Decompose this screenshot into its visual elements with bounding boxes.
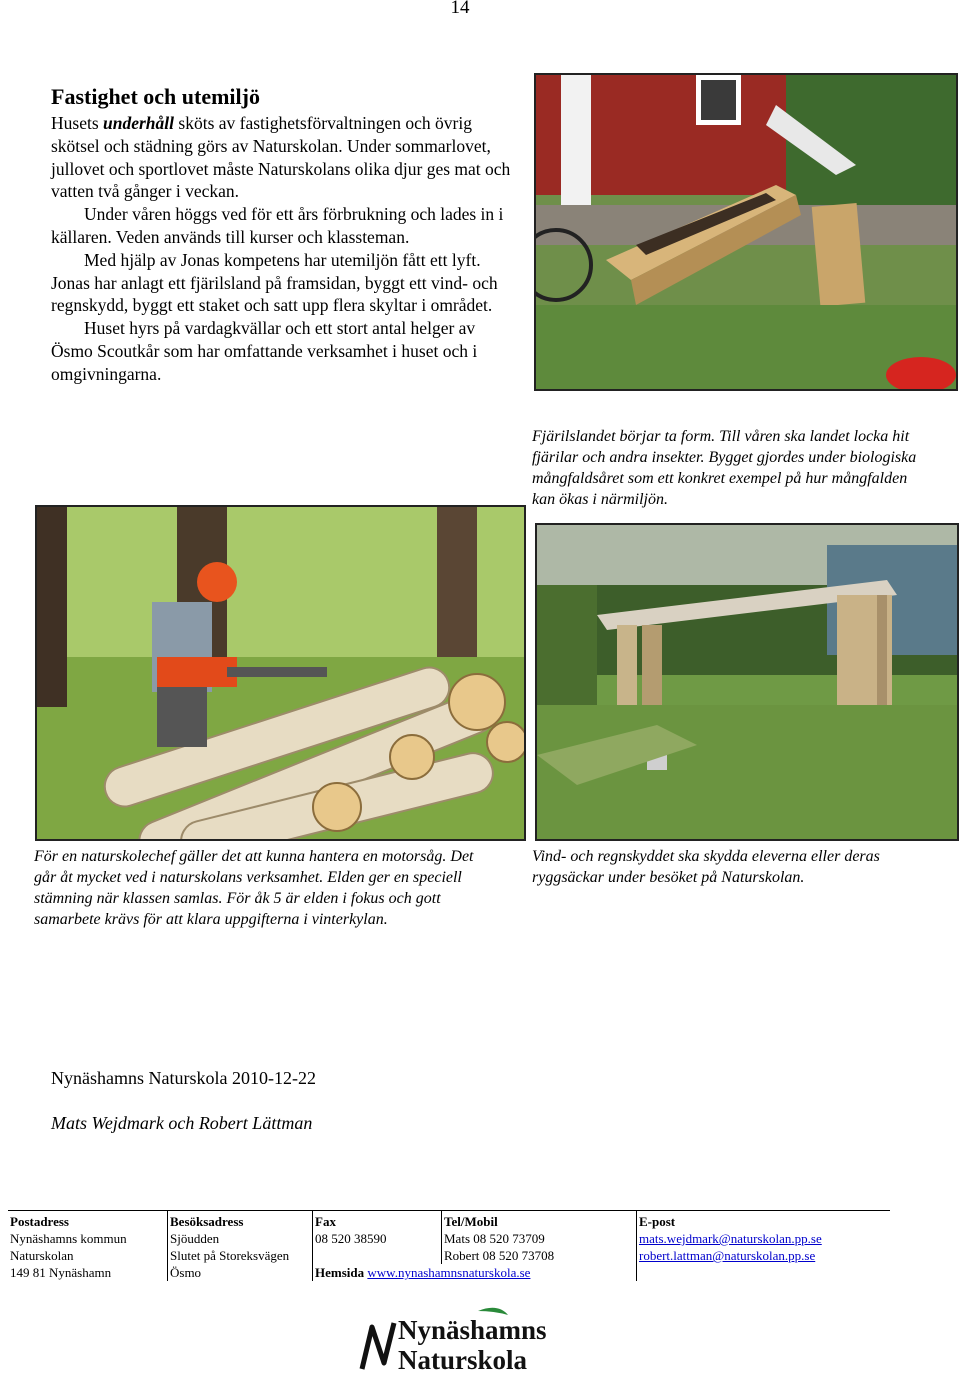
chainsaw-photo [35, 505, 526, 841]
caption-chainsaw: För en naturskolechef gäller det att kunna hantera en motorsåg. Det går åt mycket ved i naturskolans verksamhet. Elden ger en speciell stämning när klassen samlas. För åk 5 är elden i fokus och gott samarbete krävs för att klara uppgifterna i vinterkylan. [34, 848, 474, 928]
paragraph-rental: Huset hyrs på vardagkvällar och ett stort antal helger av Ösmo Scoutkår som har omfattande verksamhet i huset och i omgivningarna. [51, 318, 478, 384]
header-besoksadress: Besöksadress [168, 1211, 313, 1231]
main-text [51, 84, 521, 386]
caption-shelter: Vind- och regnskyddet ska skydda eleverna eller deras ryggsäckar under besöket på Naturskolan. [532, 848, 880, 886]
hemsida-link[interactable]: www.nynashamnsnaturskola.se [367, 1265, 531, 1280]
shelter-photo [535, 523, 959, 841]
hemsida-cell: Hemsida www.nynashamnsnaturskola.se [313, 1264, 637, 1281]
header-tel: Tel/Mobil [442, 1211, 637, 1231]
besoksadress-line: Sjöudden [168, 1230, 313, 1247]
paragraph-outdoor: Med hjälp av Jonas kompetens har utemiljön fått ett lyft. Jonas har anlagt ett fjärilsland på framsidan, byggt ett vind- och regnskydd, byggt ett staket och satt upp flera skyltar i området. [51, 249, 498, 316]
paragraph-firewood: Under våren höggs ved för ett års förbrukning och lades in i källaren. Veden används till kurser och klassteman. [51, 204, 504, 247]
postadress-line: 149 81 Nynäshamn [10, 1265, 112, 1280]
page-number: 14 [450, 0, 470, 18]
contact-table [8, 1210, 890, 1281]
naturskola-logo [358, 1305, 568, 1377]
besoksadress-line: Ösmo [168, 1264, 313, 1281]
footer-title: Nynäshamns Naturskola 2010-12-22 [51, 1068, 316, 1088]
footer-authors: Mats Wejdmark och Robert Lättman [51, 1113, 313, 1133]
butterfly-garden-photo [534, 73, 958, 391]
caption-butterfly: Fjärilslandet börjar ta form. Till våren ska landet locka hit fjärilar och andra insekter. Bygget gjordes under biologiska mångfaldsåret som ett konkret exempel på hur mångfalden kan ökas i närmiljön. [532, 428, 917, 508]
header-fax: Fax [313, 1211, 442, 1231]
paragraph-maintenance: Husets underhåll sköts av fastighetsförvaltningen och övrig skötsel och städning görs av Naturskolan. Under sommarlovet, jullovet och sportlovet måste Naturskolans olika djur ges mat och vatten två gånger i veckan. [51, 113, 511, 202]
fax-number: 08 520 38590 [313, 1230, 442, 1247]
besoksadress-line: Slutet på Storeksvägen [168, 1247, 313, 1264]
email-robert-link[interactable]: robert.lattman@naturskolan.pp.se [639, 1248, 816, 1263]
logo-line2: Naturskola [398, 1345, 528, 1375]
header-email: E-post [637, 1211, 891, 1231]
email-mats-link[interactable]: mats.wejdmark@naturskolan.pp.se [639, 1231, 822, 1246]
postadress-line: Nynäshamns kommun [10, 1231, 127, 1246]
tel-robert: Robert 08 520 73708 [442, 1247, 637, 1264]
header-postadress: Postadress [10, 1214, 69, 1229]
tel-mats: Mats 08 520 73709 [442, 1230, 637, 1247]
section-title: Fastighet och utemiljö [51, 84, 260, 109]
postadress-line: Naturskolan [10, 1248, 74, 1263]
logo-line1: Nynäshamns [398, 1315, 547, 1345]
